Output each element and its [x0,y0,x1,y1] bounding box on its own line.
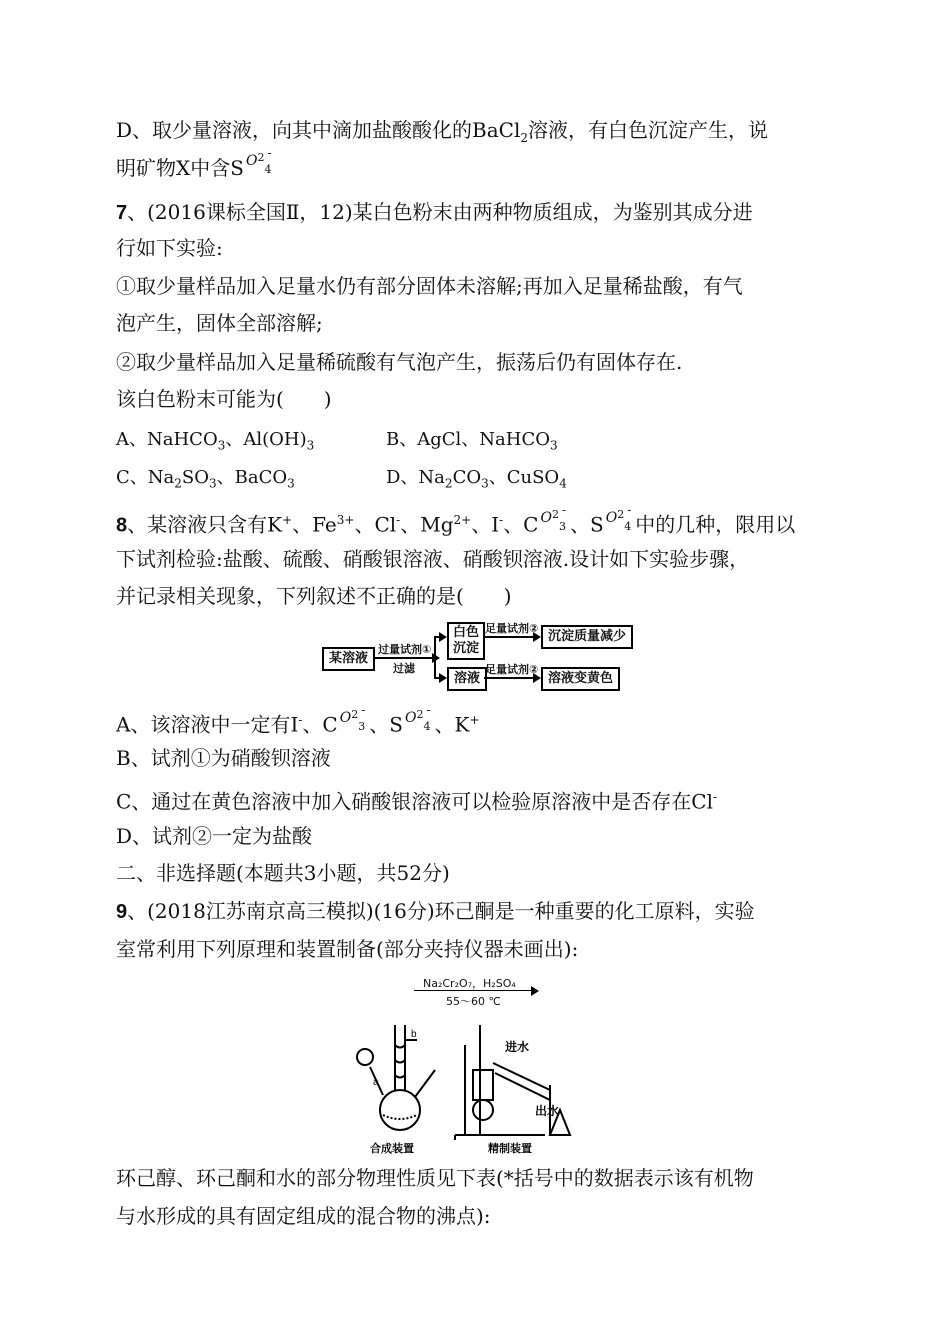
q9-line1: 9、(2018江苏南京高三模拟)(16分)环己酮是一种重要的化工原料，实验 [116,899,755,923]
q6-option-d-line1: D、取少量溶液，向其中滴加盐酸酸化的BaCl$_2$溶液，有白色沉淀产生，说 [116,118,768,145]
flow-result2-box: 溶液变黄色 [541,667,620,691]
flow-arrow-up [434,636,440,638]
q9-line2: 室常利用下列原理和装置制备(部分夹持仪器未画出): [116,937,579,961]
water-out-label: 出水 [535,1104,560,1118]
reaction-temperature: 55～60 ℃ [446,995,501,1008]
q9-line4: 与水形成的具有固定组成的混合物的沸点): [116,1204,491,1228]
label-b: b [411,1029,417,1040]
flow-reagent1-label: 过量试剂① [378,643,432,656]
q8-line2: 下试剂检验:盐酸、硫酸、硝酸银溶液、硝酸钡溶液.设计如下实验步骤， [116,547,750,571]
q8-line3: 并记录相关现象，下列叙述不正确的是( ) [116,584,512,608]
q7-option-a: A、NaHCO$_3$、$Al(OH)_3$ [116,429,315,453]
flow-solution-box: 溶液 [447,667,487,691]
flow-arrow-3 [484,677,534,679]
flow-result1-box: 沉淀质量减少 [541,625,633,649]
q6-option-d-line2: 明矿物X中含S $^{O2}$4- [116,156,276,184]
q8-line1: 8、某溶液只含有K+、$Fe^{3+}$、Cl-、$Mg^{2+}$、I-、C $^{O2}$3-、S $^{O2}$4-中的几种，限用以 [116,502,796,537]
q8-option-b: B、试剂①为硝酸钡溶液 [116,746,331,770]
flow-filter-label: 过滤 [393,662,415,675]
q8-option-d: D、试剂②一定为盐酸 [116,824,313,848]
q7-line5: ②取少量样品加入足量稀硫酸有气泡产生，振荡后仍有固体存在. [116,350,683,374]
flow-branch-line [434,636,436,678]
sulfate-ion: $^{O2}$4- [245,146,272,176]
round-bottom-flask [380,1090,420,1130]
q7-line4: 泡产生，固体全部溶解; [116,311,323,335]
section-2-heading: 二、非选择题(本题共3小题，共52分) [116,861,450,885]
refining-caption: 精制装置 [488,1142,532,1155]
reaction-arrow-line [414,990,532,991]
flow-start-box: 某溶液 [322,647,375,671]
q7-option-b: B、AgCl、NaHCO$_3$ [386,429,558,453]
q7-option-d: D、$Na_2CO_3$、CuSO$_4$ [386,467,567,491]
q8-option-a: A、该溶液中一定有I-、C $^{O2}$3-、S $^{O2}$4-、K+ [116,702,480,737]
q9-line3: 环己醇、环己酮和水的部分物理性质见下表(*括号中的数据表示该有机物 [116,1166,754,1190]
flow-arrow-down [434,677,440,679]
q7-line1: 7、(2016课标全国Ⅱ，12)某白色粉末由两种物质组成，为鉴别其成分进 [116,200,753,224]
reaction-reagents: Na₂Cr₂O₇，H₂SO₄ [423,977,516,990]
label-a: a [373,1077,379,1088]
flow-white-precipitate-box: 白色 沉淀 [447,622,485,660]
flow-reagent2a-label: 足量试剂② [485,622,539,635]
synthesis-caption: 合成装置 [370,1142,414,1155]
flow-reagent2b-label: 足量试剂② [485,663,539,676]
q7-line2: 行如下实验: [116,236,223,260]
water-in-label: 进水 [505,1040,530,1054]
apparatus-figure [345,1015,605,1155]
flow-arrow-1 [375,657,433,659]
q7-line6: 该白色粉末可能为( ) [116,387,332,411]
q8-option-c: C、通过在黄色溶液中加入硝酸银溶液可以检验原溶液中是否存在Cl- [116,789,718,814]
flow-arrow-2 [484,636,534,638]
q7-line3: ①取少量样品加入足量水仍有部分固体未溶解;再加入足量稀盐酸，有气 [116,274,743,298]
q7-option-c: C、$Na_2SO_3$、BaCO$_3$ [116,467,295,491]
